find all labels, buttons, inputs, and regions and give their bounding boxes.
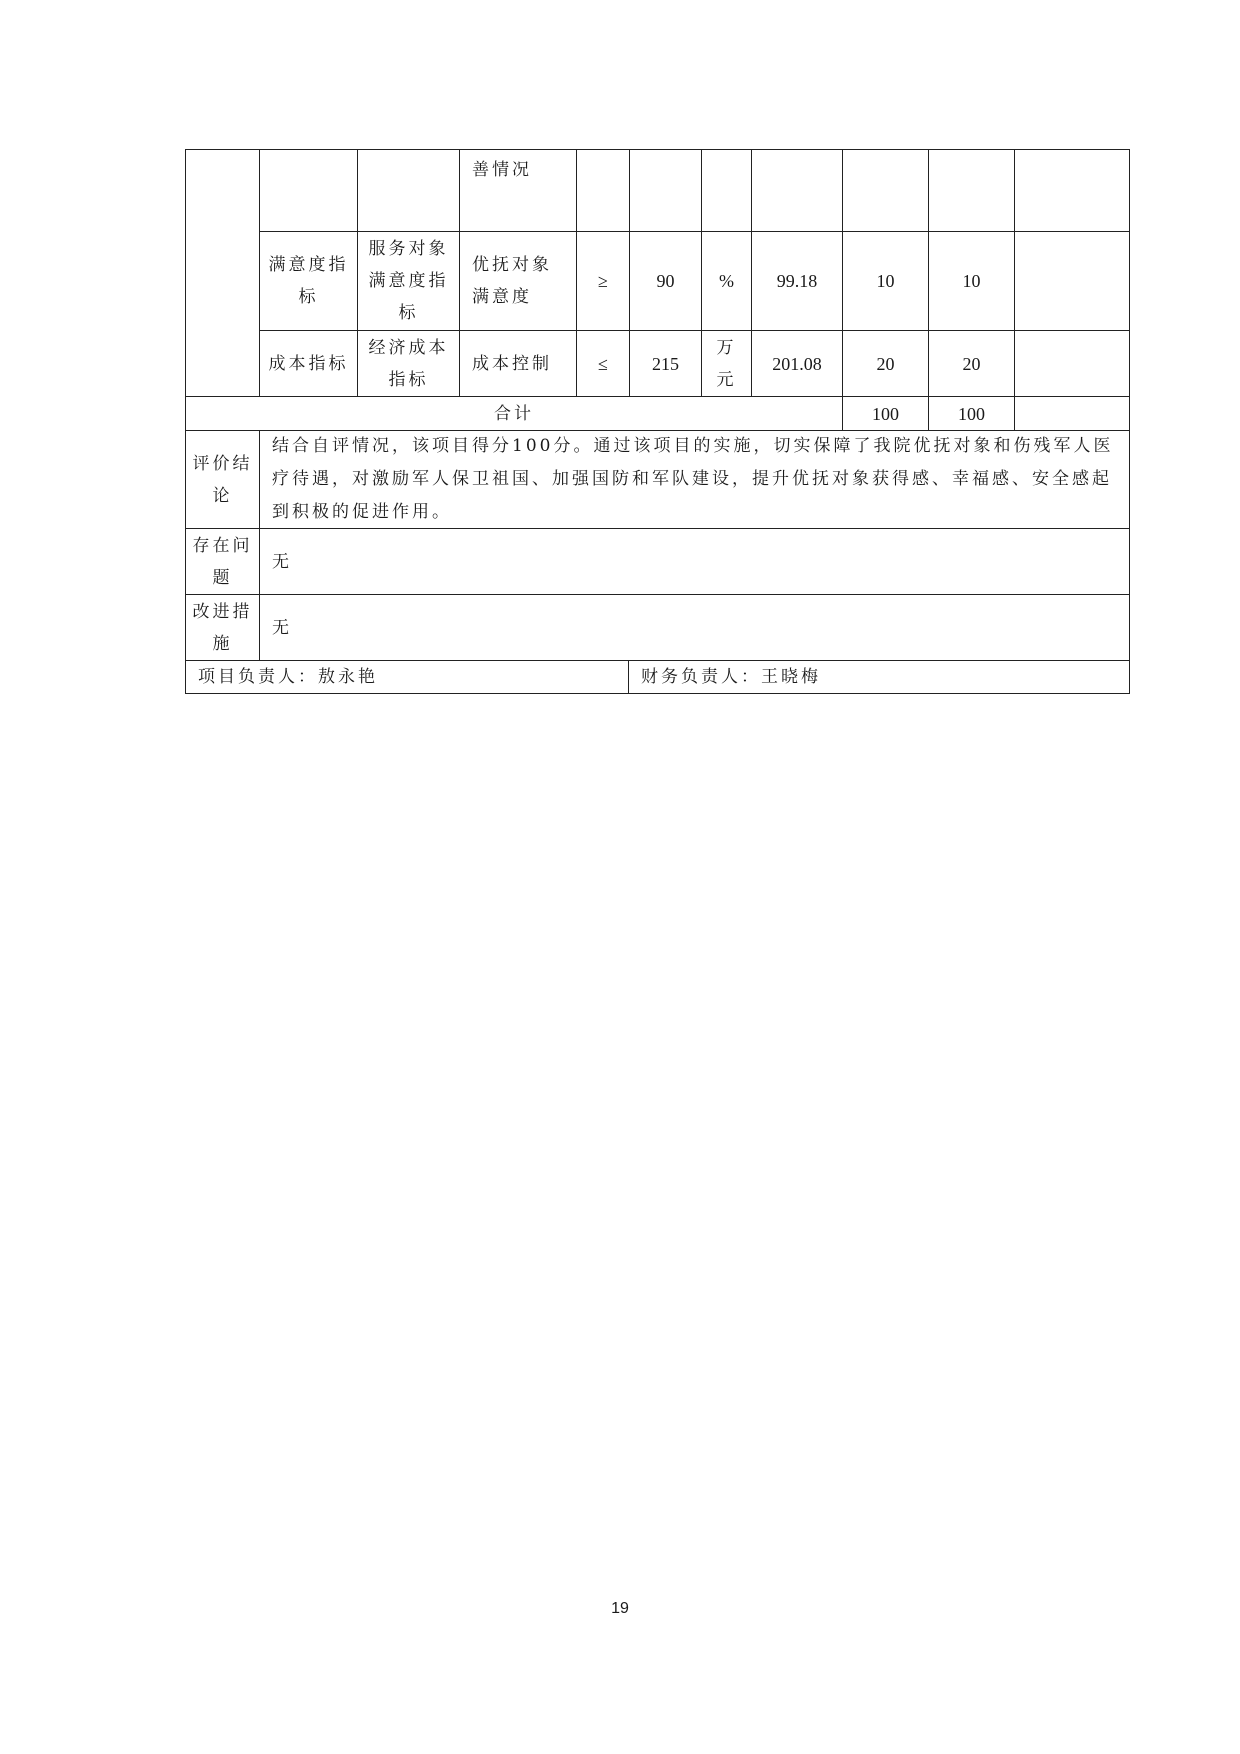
page-number: 19 [611, 1600, 629, 1617]
cell-empty [928, 149, 1014, 231]
actual-cell: 99.18 [751, 231, 842, 330]
indicator-cell: 善情况 [459, 149, 576, 231]
target-cell: 90 [629, 231, 701, 330]
total-weight: 100 [842, 396, 928, 430]
level3-indicator-cell: 经济成本指标 [357, 330, 459, 396]
actual-cell: 201.08 [751, 330, 842, 396]
project-lead: 项目负责人：敖永艳 [185, 660, 628, 693]
level2-indicator-cell: 成本指标 [259, 330, 357, 396]
finance-lead: 财务负责人：王晓梅 [628, 660, 1129, 693]
conclusion-label: 评价结论 [185, 430, 259, 528]
cell-empty [842, 149, 928, 231]
problems-label: 存在问题 [185, 528, 259, 594]
cell-empty [1014, 149, 1129, 231]
note-cell [1014, 330, 1129, 396]
unit-cell: % [701, 231, 751, 330]
cell-empty [259, 149, 357, 231]
cell-empty [357, 149, 459, 231]
total-note [1014, 396, 1129, 430]
score-cell: 20 [928, 330, 1014, 396]
operator-cell: ≤ [576, 330, 629, 396]
indicator-cell: 成本控制 [459, 330, 576, 396]
level3-indicator-cell: 服务对象满意度指标 [357, 231, 459, 330]
cell-empty [701, 149, 751, 231]
indicator-cell: 优抚对象满意度 [459, 231, 576, 330]
level1-merged-cell [185, 149, 259, 396]
cell-empty [576, 149, 629, 231]
improvements-text: 无 [259, 594, 1129, 660]
total-label: 合计 [185, 396, 842, 430]
weight-cell: 10 [842, 231, 928, 330]
improvements-label: 改进措施 [185, 594, 259, 660]
target-cell: 215 [629, 330, 701, 396]
conclusion-text: 结合自评情况，该项目得分100分。通过该项目的实施，切实保障了我院优抚对象和伤残军人医疗待遇，对激励军人保卫祖国、加强国防和军队建设，提升优抚对象获得感、幸福感、安全感起到积极的促进作用。 [259, 430, 1129, 528]
note-cell [1014, 231, 1129, 330]
operator-cell: ≥ [576, 231, 629, 330]
table-bottom-border [185, 692, 1129, 694]
cell-empty [629, 149, 701, 231]
level2-indicator-cell: 满意度指标 [259, 231, 357, 330]
problems-text: 无 [259, 528, 1129, 594]
weight-cell: 20 [842, 330, 928, 396]
score-cell: 10 [928, 231, 1014, 330]
cell-empty [751, 149, 842, 231]
unit-cell: 万元 [701, 330, 751, 396]
table-right-border [1128, 149, 1130, 694]
total-score: 100 [928, 396, 1014, 430]
